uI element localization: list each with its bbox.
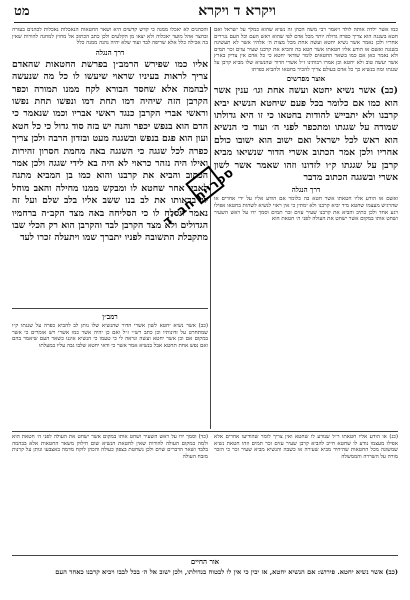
footer-commentary: (כב) אשר נשיא יחטא. פירוש: אם הנשיא יחטא, אז יבין כי אין לו לבטוח בגדולתו, ולכן ישוב אל ה׳ בכל לבבו ויביא קרבנו כאחד העם bbox=[55, 568, 398, 576]
right-top-commentary: כמו אשר ילדה אותה לולד ויאמר רבי משה הכהן זה נשיא שהוא כמלך על ישראל ואם חטא בשגגה הוא צריך כפרה גדולה יותר מכל אדם לפי שהוא ראש העם וכל העם נגררים אחריו ולכן נאמר אשר נשיא יחטא ועשה אחת מכל מצות ה׳ אלהיו אשר לא תעשינה בשגגה ואשם או הודע אליו חטאתו אשר חטא בה והביא את קרבנו שעיר עזים זכר תמים ולא נאמר כאן אם כמו בשאר החטאים לומר שודאי יחטא כי כל אדם אין צדיק בארץ אשר יעשה טוב ולא יחטא וכן אמרו רבותינו ז״ל אשרי הדור שהנשיא שלו מביא קרבן על שגגתו ומה בנשיא כך כל אדם בעולם צריך להכיר בחטאו ולהביא כפרתו bbox=[214, 27, 398, 73]
running-title: ויקרא ד ויקרא bbox=[198, 3, 276, 19]
section-heading-nigleh: דרך הנגלה bbox=[95, 47, 125, 57]
header-rule bbox=[14, 22, 396, 23]
footer-heading: אור החיים bbox=[190, 557, 220, 566]
left-column bbox=[12, 27, 208, 307]
library-stamp: ספריית חב״ד bbox=[160, 165, 238, 230]
right-lower-commentary: ואשם או הודע אליו חטאתו אשר חטא בה כלומר אם הודע אליו על ידי אחרים או שהרגיש מעצמו שחטא מיד יביא קרבנו ולא ימתין כי אין ראוי לנשיא לשהות בחטאו אפילו רגע אחד ולכן כתיב והביא את קרבנו שעיר עזים זכר תמים וסמך ידו על ראש השעיר ושחט אותו במקום אשר ישחט את העולה לפני ה׳ חטאת הוא bbox=[214, 196, 398, 223]
section-heading-otzar: אוצר מפרשים bbox=[286, 74, 326, 84]
bottom-right-commentary: (כג) או הודע אליו חטאתו ר״ל שנודע לו שחטא ואין צריך לומר שהודיעו אחרים אלא אפילו מעצמו נודע לו שחטא חייב להביא קרבן שעיר עזים זכר תמים וזהו חטאת נשיא שמשונה מכל החטאות שהיחיד מביא שעירה או כשבה והנשיא מביא שעיר זכר כי הזכר מורה על השררה והממשלה bbox=[214, 434, 398, 460]
left-column-lower bbox=[12, 311, 208, 429]
section-heading-ramban: רמב״ן bbox=[102, 312, 118, 321]
left-top-commentary: והכהנים לא יאכלו ממנה כי קדש קדשים היא ושאר החטאות הנאכלות נאכלות לכהנים בעזרה ובחצר אהל מועד יאכלוה ולא יצאו מן הקלעים ולכן כתב הכתוב אל מחוץ למחנה להורות שאין בה אכילה כלל אלא שריפה לבד ועוד שלא יהיה נהנה ממנה כלל bbox=[12, 27, 208, 47]
column-divider bbox=[210, 27, 211, 429]
bottom-left-commentary: (כד) וסמך ידו על ראש השעיר ושחט אותו במקום אשר ישחט את העולה לפני ה׳ חטאת הוא ולמה במקום העולה להורות שאין לחטאת הנשיא שום חילוק משאר החטאות אלא בבהמה בלבד ושאר הדברים שוים ולכן נשחטת בצפון כעולה והכהן לוקח מדמה באצבעו ונותן על קרנות מזבח העולה bbox=[12, 434, 208, 460]
section-heading-derech: דרך הנגלה bbox=[291, 185, 321, 195]
section-rule-2 bbox=[12, 431, 398, 432]
section-rule bbox=[12, 308, 208, 309]
left-main-commentary: אליו כמו שפירש הרמב״ן בפרשת החטאות שהאדם צריך לראות בעיניו שראוי שיעשו לו כל מה שנעשה לבהמה אלא שחסד הבורא לקח ממנו תמורה וכפר הקרבן הזה שיהיה דמו תחת דמו ונפשו תחת נפשו וראשי אברי הקרבן כנגד ראשי אבריו וכמו שנאמר כי הדם הוא בנפש יכפר והנה יש בזה סוד גדול כי כל חטא ועון הוא פגם בנפש ובשגגה מעט ובזדון הרבה ולכן צריך כפרה לכל שגגה כי השגגה באה מחמת חסרון זהירות ואילו היה נזהר כראוי לא היה בא לידי שגגה ולכן אמר הכתוב והביא את קרבנו והוא כמו בן המביא מתנה לאביו אחר שחטא לו ומבקש ממנו מחילה והאב מוחל לו בראותו את לב בנו ששב אליו בלב שלם ועל זה נאמר ונסלח לו כי הסליחה באה מצד הקב״ה ברחמיו הגדולים ולא מצד הקרבן לבד והקרבן הוא רק הכלי שבו מתקבלת התשובה לפניו יתברך שמו ויתעלה זכרו לעד bbox=[12, 58, 208, 244]
ramban-commentary: (כב) אשר נשיא יחטא לשון אשרי הדור שהנשיא שלו נותן לב להביא כפרה על שגגתו ק״ו שמתחרט על זדונותיו וכן כתב רש״י ז״ל ואם כן יהיה אשר כמו אשרי ויש אומרים כי אשר במקום אם וכן אשר יחטא ועשה ונראה לי כי טעמו כי הנשיא איננו כשאר העם שיאמר בהם ואם נפש אחת תחטא אבל בנשיא אמר אשר כי ודאי יחטא שלבו גבה עליו במעלתו bbox=[12, 323, 208, 349]
page-number: מט bbox=[14, 4, 30, 19]
section-rule-3 bbox=[12, 555, 398, 556]
right-column bbox=[214, 27, 398, 427]
right-main-commentary: (כב) אשר נשיא יחטא ועשה אחת וגו׳ ענין אשר הוא כמו אם כלומר בכל פעם שיחטא הנשיא יביא קרבנו ולא יתבייש להודות בחטאו כי זו היא גדולתו שמודה על שגגתו ומתכפר לפני ה׳ ועוד כי הנשיא הוא ראש לכל ישראל ואם ישוב הוא ישובו כולם אחריו ולכן אמר הכתוב אשרי הדור שנשיאו מביא קרבן על שגגתו ק״ו לזדונו וזהו שאמר אשר לשון אשרי ובשגגה הכתוב מדבר bbox=[214, 85, 398, 183]
